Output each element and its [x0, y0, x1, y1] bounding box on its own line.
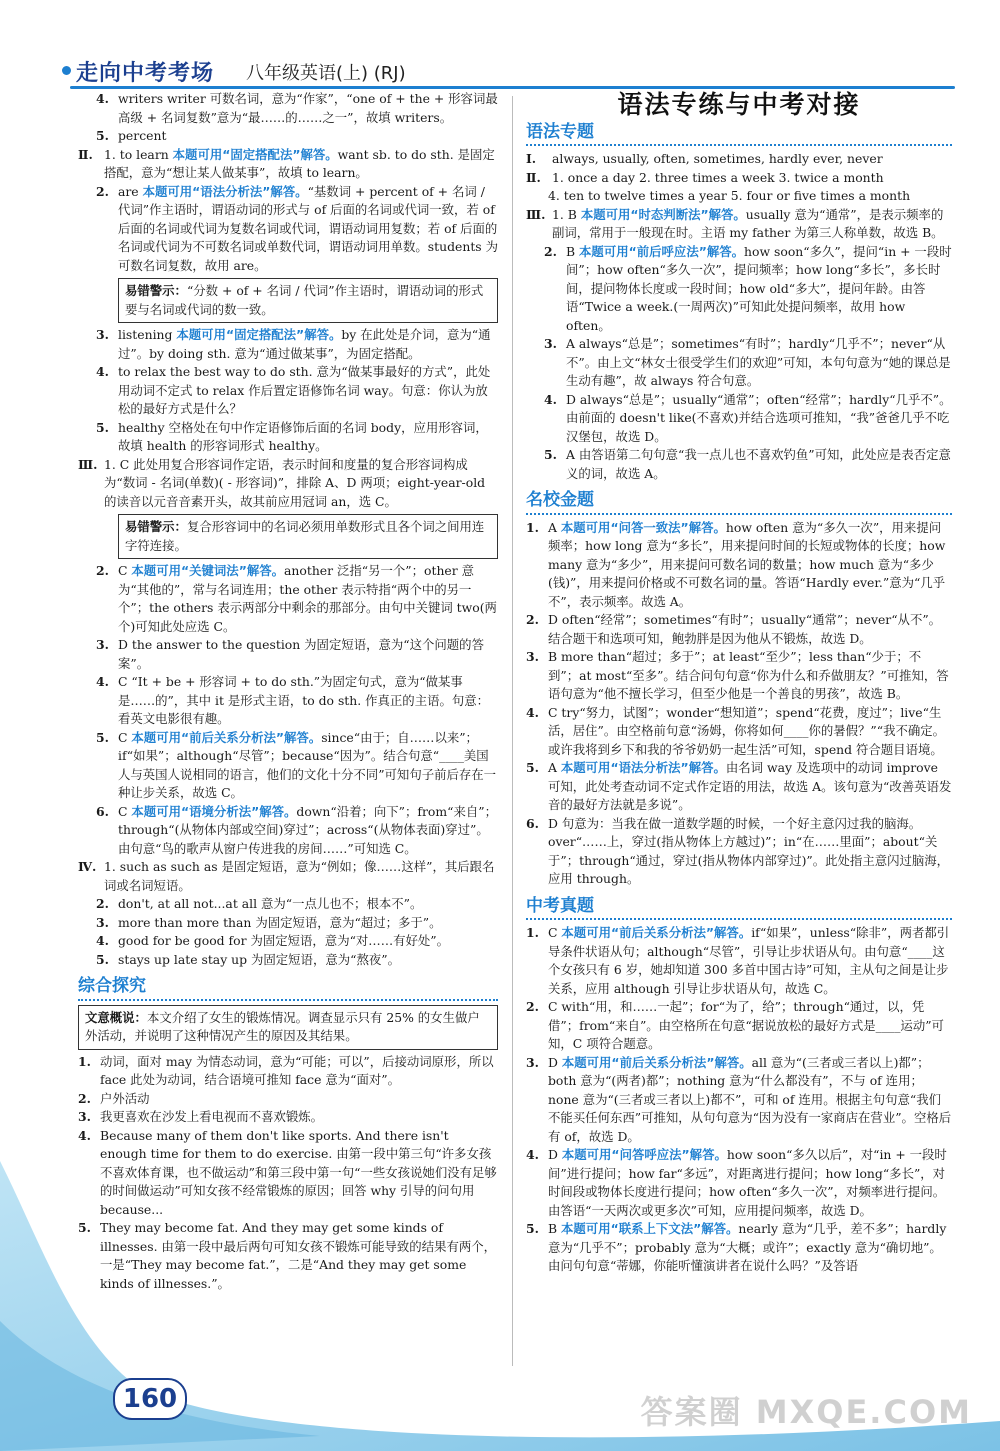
answer-item: [78, 1053, 498, 1090]
method-hint: 本题可用“前后呼应法”解答。: [579, 243, 745, 259]
answer-item: [526, 169, 952, 188]
item-number: Ⅲ.: [78, 456, 98, 472]
answer-item: [526, 759, 952, 815]
answer-item: [78, 914, 498, 933]
item-text: D: [548, 1054, 562, 1070]
answer-item: [78, 363, 498, 419]
item-text: stays up late stay up 为固定短语，意为“熬夜”。: [118, 951, 400, 967]
item-text: A 由答语第二句句意“我一点儿也不喜欢钓鱼”可知，此处应是表否定意义的词，故选 A。: [566, 447, 951, 481]
answer-item: [526, 243, 952, 336]
item-text: D: [548, 1147, 562, 1162]
item-text: always, usually, often, sometimes, hardly ever, never: [552, 151, 883, 166]
item-number: 4.: [96, 674, 109, 689]
item-text-cont: 由名词 way 及选项中的动词 improve 可知，此处考查动词不定式作定语的用法，故选 A。该句意为“改善英语发音的最好方法就是多说”。: [548, 760, 952, 812]
answer-item: [78, 1219, 498, 1293]
item-text: good for be good for 为固定短语，意为“对……有好处”。: [118, 933, 449, 948]
item-text-cont: how often 意为“多久一次”，用来提问频率；how long 意为“多长”，用来提问时间的长短或物体的长度；how many 意为“多少”，用来提问可数名词的数量；how much 意为“多少(钱)”，用来提问价格或不可数名词的量。答语“Hardly ever.”意为“几乎不”，表示频率。故选 A。: [548, 519, 946, 609]
section-heading: 中考真题: [526, 897, 952, 921]
item-number: 6.: [96, 803, 109, 819]
item-number: 1.: [526, 519, 539, 535]
item-text: C try“努力，试图”；wonder“想知道”；spend“花费，度过”；live“生活，居住”。由空格前句意“汤姆，你将如何____你的暑假？”“我不确定。或许我将到乡下和我的爷爷奶奶一起生活”可知，spend 符合题目语境。: [548, 704, 946, 757]
answer-item: [526, 1220, 952, 1276]
item-text-cont: “基数词 + percent of + 名词 / 代词”作主语时，谓语动词的形式与 of 后面的名词或代词一致，若 of 后面的名词或代词为复数名词或代词，谓语动词用复数；若 of 后面的名词或代词为不可数名词或单数代词，谓语动词用单数。students 为可数名词复数，故用 are。: [118, 183, 498, 273]
method-hint: 本题可用“语法分析法”解答。: [560, 760, 726, 775]
item-text: C: [118, 563, 132, 578]
answer-item: [78, 326, 498, 363]
item-number: 2.: [526, 612, 539, 627]
item-text-cont: if“如果”，unless“除非”，两者都引导条件状语从句；although“尽管”，引导让步状语从句。由句意“____这个女孩只有 6 岁，她却知道 300 多首中国古诗”可知，主从句之间是让步关系，应用 although 引导让步状语从句，故选 C。: [548, 925, 950, 996]
warning-box: [78, 1005, 498, 1050]
warning-label: 易错警示：: [125, 283, 187, 298]
right-column: [526, 90, 952, 1276]
answer-item: [78, 90, 498, 127]
item-number: 3.: [96, 914, 109, 930]
item-number: 2.: [96, 563, 109, 578]
answer-item: [526, 648, 952, 704]
item-text: 动词，面对 may 为情态动词，意为“可能；可以”，后接动词原形，所以 face 此处为动词，结合语境可推知 face 意为“面对”。: [100, 1053, 494, 1087]
item-number: 1.: [78, 1053, 91, 1069]
answer-item: [78, 932, 498, 951]
section-title: 语法专练与中考对接: [617, 90, 861, 119]
item-number: 4.: [96, 933, 109, 948]
item-number: 4.: [96, 91, 109, 106]
left-column: [78, 90, 498, 1293]
item-number: 2.: [78, 1090, 91, 1106]
item-text-cont: usually 意为“通常”，是表示频率的副词，常用于一般现在时。主语 my father 为第三人称单数，故选 B。: [552, 206, 944, 240]
item-number: Ⅲ.: [526, 206, 546, 222]
right-column-content: [526, 123, 952, 1276]
answer-item: [526, 187, 952, 206]
item-text: C: [118, 729, 132, 745]
answer-item: [526, 335, 952, 391]
method-hint: 本题可用“关键词法”解答。: [131, 563, 285, 578]
item-text: 1. C 此处用复合形容词作定语，表示时间和度量的复合形容词构成为“数词 - 名词(单数)( - 形容词)”，排除 A、D 两项；eight-year-old 的读音以元音音素开头，故其前应用冠词 an，选 C。: [104, 456, 486, 509]
item-text: 4. ten to twelve times a year 5. four or five times a month: [548, 188, 911, 203]
item-text-cont: how soon“多久以后”，对“in + 一段时间”进行提问；how far“多远”，对距离进行提问；how long“多长”，对时间段或物体长度进行提问；how often“多久一次”，对频率进行提问。由答语“一天两次或更多次”可知，应用提问频率，故选 D。: [548, 1147, 947, 1218]
item-text-cont: by 在此处是介词，意为“通过”。by doing sth. 意为“通过做某事”，为固定搭配。: [118, 327, 491, 361]
item-text-cont: since“由于；自……以来”；if“如果”；although“尽管”；because“因为”。结合句意“____美国人与英国人说相同的语言，他们的文化十分不同”可知句子前后存在一种让步关系，故选 C。: [118, 729, 497, 800]
item-text: B: [548, 1221, 562, 1236]
item-text: to relax the best way to do sth. 意为“做某事最好的方式”，此处用动词不定式 to relax 作后置定语修饰名词 way。句意：你认为放松的最好方式是什么？: [118, 364, 491, 416]
item-text: 1. such as such as 是固定短语，意为“例如；像……这样”，其后跟名词或名词短语。: [104, 859, 495, 893]
book-title: 走向中考考场: [76, 61, 215, 86]
item-text-cont: want sb. to do sth. 是固定搭配，意为“想让某人做某事”，故填 to learn。: [104, 146, 495, 180]
header-dot-icon: [62, 66, 71, 75]
section-heading: 综合探究: [78, 977, 498, 1001]
method-hint: 本题可用“固定搭配法”解答。: [176, 327, 342, 342]
item-text: percent: [118, 128, 167, 143]
answer-item: [526, 391, 952, 447]
watermark: 答案圈 MXQE.COM: [640, 1393, 972, 1431]
item-text: Because many of them don't like sports. And there isn't enough time for them to do exercise. 由第一段中第三句“许多女孩不喜欢体育课，也不做运动”和第三段中第一句“一些女孩说她们没有足够的时间做运动”可知女孩不经常锻炼的原因；回答 why 引导的问句用 because...: [100, 1127, 497, 1217]
item-number: 3.: [96, 327, 109, 342]
page-header: [40, 50, 975, 90]
section-heading: 语法专题: [526, 123, 952, 147]
item-number: 2.: [544, 243, 557, 259]
column-divider: [512, 96, 513, 1366]
method-hint: 本题可用“联系上下文法”解答。: [561, 1221, 739, 1236]
warning-text: 复合形容词中的名词必须用单数形式且各个词之间用连字符连接。: [125, 519, 485, 553]
answer-item: [526, 998, 952, 1054]
item-text: 户外活动: [100, 1090, 150, 1106]
answer-item: [78, 1127, 498, 1220]
item-number: 1.: [526, 925, 539, 940]
item-number: 4.: [544, 391, 557, 407]
item-text-cont: nearly 意为“几乎，差不多”；hardly 意为“几乎不”；probably 意为“大概；或许”；exactly 意为“确切地”。由问句句意“蒂娜，你能听懂演讲者在说什么吗？”及答语: [548, 1221, 947, 1273]
item-number: 3.: [526, 649, 539, 664]
answer-item: [526, 704, 952, 760]
item-text: B more than“超过；多于”；at least“至少”；less than“少于；不到”；at most“至多”。结合问句句意“你为什么和乔做朋友？”可推知，答语句意为“他不擅长学习，但至少他是一个善良的男孩”，故选 B。: [548, 649, 949, 701]
item-number: 5.: [96, 419, 109, 435]
answer-item: [78, 146, 498, 183]
answer-item: [526, 1146, 952, 1220]
answer-item: [526, 446, 952, 483]
item-number: 4.: [526, 1147, 539, 1162]
warning-label: 易错警示：: [125, 519, 187, 534]
item-number: 2.: [96, 183, 109, 199]
item-number: 3.: [78, 1109, 91, 1124]
item-text-cont: another 泛指“另一个”；other 意为“其他的”，常与名词连用；the other 表示特指“两个中的另一个”；the others 表示两部分中剩余的那部分。由句中关键词 two(两个)可知此处应选 C。: [118, 563, 497, 634]
item-text: C: [548, 925, 562, 940]
method-hint: 本题可用“固定搭配法”解答。: [172, 146, 338, 162]
answer-item: [78, 803, 498, 859]
item-number: 5.: [544, 447, 557, 462]
answer-item: [78, 1090, 498, 1109]
answer-item: [526, 150, 952, 169]
answer-item: [78, 183, 498, 276]
item-text: listening: [118, 327, 177, 342]
warning-box: [118, 278, 498, 323]
method-hint: 本题可用“时态判断法”解答。: [580, 206, 746, 222]
item-text: They may become fat. And they may get some kinds of illnesses. 由第一段中最后两句可知女孩不锻炼可能导致的结果有两个，一是“They may become fat.”，二是“And they may get some kinds of illnesses.”。: [100, 1220, 497, 1291]
item-number: 5.: [526, 1221, 539, 1236]
item-number: 4.: [526, 704, 539, 720]
answer-item: [78, 673, 498, 729]
item-text: are: [118, 183, 143, 199]
item-number: 2.: [96, 896, 109, 911]
item-text: C with“用，和……一起”；for“为了，给”；through“通过，以，凭借”；from“来自”。由空格所在句意“据说放松的最好方式是____运动”可知，C 项符合题意。: [548, 999, 944, 1051]
method-hint: 本题可用“问答呼应法”解答。: [561, 1147, 727, 1162]
item-text: A always“总是”；sometimes“有时”；hardly“几乎不”；never“从不”。由上文“林女士很受学生们的欢迎”可知，本句句意为“她的课总是生动有趣”，故 always 符合句意。: [566, 336, 951, 388]
item-number: 5.: [96, 729, 109, 745]
item-number: Ⅱ.: [78, 146, 93, 162]
item-number: 5.: [526, 760, 539, 775]
item-text: D often“经常”；sometimes“有时”；usually“通常”；never“从不”。结合题干和选项可知，鲍勃胖是因为他从不锻炼，故选 D。: [548, 612, 942, 646]
item-text: 1. once a day 2. three times a week 3. twice a month: [552, 169, 884, 185]
answer-item: [78, 562, 498, 636]
item-text: writers writer 可数名词，意为“作家”，“one of + the + 形容词最高级 + 名词复数”意为“最……的……之一”，故填 writers。: [118, 91, 498, 125]
item-number: 5.: [78, 1220, 91, 1235]
answer-item: [526, 611, 952, 648]
method-hint: 本题可用“问答一致法”解答。: [560, 519, 726, 535]
warning-text: 本文介绍了女生的锻炼情况。调查显示只有 25% 的女生做户外活动，并说明了这种情况产生的原因及其结果。: [85, 1009, 480, 1043]
item-text: 1. B: [552, 206, 581, 222]
item-text: D 句意为：当我在做一道数学题的时候，一个好主意闪过我的脑海。over“……上，穿过(指从物体上方越过)”；in“在……里面”；about“关于”；through“通过，穿过(指从物体内部穿过)”。此处指主意闪过脑海，应用 through。: [548, 815, 950, 886]
book-subtitle: 八年级英语(上) (RJ): [246, 63, 406, 84]
item-text: healthy 空格处在句中作定语修饰后面的名词 body，应用形容词，故填 health 的形容词形式 healthy。: [118, 419, 488, 453]
item-text: A: [548, 760, 561, 775]
item-text: 我更喜欢在沙发上看电视而不喜欢锻炼。: [100, 1109, 324, 1124]
item-number: 4.: [78, 1127, 91, 1143]
warning-text: “分数 + of + 名词 / 代词”作主语时，谓语动词的形式要与名词或代词的数一致。: [125, 283, 484, 317]
page-number: 160: [113, 1378, 187, 1420]
answer-item: [526, 1054, 952, 1147]
answer-item: [526, 815, 952, 889]
item-text: don't, at all not...at all 意为“一点儿也不；根本不”。: [118, 896, 423, 911]
item-number: 3.: [544, 336, 557, 351]
item-number: 4.: [96, 364, 109, 379]
answer-item: [78, 456, 498, 512]
method-hint: 本题可用“前后关系分析法”解答。: [561, 925, 752, 940]
method-hint: 本题可用“前后关系分析法”解答。: [131, 729, 322, 745]
answer-item: [78, 636, 498, 673]
item-text: C “It + be + 形容词 + to do sth.”为固定句式，意为“做某事是……的”，其中 it 是形式主语，to do sth. 作真正的主语。句意：看英文电影很有趣。: [118, 674, 490, 726]
answer-item: [78, 419, 498, 456]
item-number: Ⅱ.: [526, 169, 541, 185]
item-number: 6.: [526, 815, 539, 831]
item-text-cont: down“沿着；向下”；from“来自”；through“(从物体内部或空间)穿过”；across“(从物体表面)穿过”。由句意“鸟的歌声从窗户传进我的房间……”可知选 C。: [118, 803, 497, 856]
item-number: 5.: [96, 951, 109, 967]
item-number: 2.: [526, 999, 539, 1014]
item-text-cont: all 意为“(三者或三者以上)都”；both 意为“(两者)都”；nothing 意为“什么都没有”，不与 of 连用；none 意为“(三者或三者以上)都不”，可和 of 连用。根据主句句意“我们不能买任何东西”可推知，从句句意为“因为没有一家商店在营业”。空格后有 of，故选 D。: [548, 1054, 952, 1144]
answer-item: [526, 519, 952, 612]
item-text: A: [548, 519, 561, 535]
item-text: C: [118, 803, 132, 819]
method-hint: 本题可用“前后关系分析法”解答。: [561, 1054, 752, 1070]
item-text-cont: how soon“多久”，提问“in + 一段时间”；how often“多久一次”，提问频率；how long“多长”，多长时间，提问物体长度或一段时间；how old“多大”，提问年龄。由答语“Twice a week.(一周两次)”可知此处提问频率，故用 how often。: [566, 243, 952, 333]
answer-item: [78, 895, 498, 914]
warning-label: 文意概说：: [85, 1009, 147, 1025]
answer-item: [78, 858, 498, 895]
item-text: B: [566, 243, 580, 259]
item-number: 5.: [96, 128, 109, 143]
item-number: 3.: [526, 1054, 539, 1070]
answer-item: [78, 127, 498, 146]
warning-box: [118, 514, 498, 559]
item-text: 1. to learn: [104, 146, 173, 162]
answer-item: [78, 951, 498, 970]
item-number: Ⅰ.: [526, 151, 537, 166]
section-heading: 名校金题: [526, 491, 952, 515]
method-hint: 本题可用“语法分析法”解答。: [142, 183, 308, 199]
header-rule: [70, 86, 955, 89]
item-text: D the answer to the question 为固定短语，意为“这个问题的答案”。: [118, 637, 484, 671]
answer-item: [78, 1108, 498, 1127]
item-number: 3.: [96, 637, 109, 652]
method-hint: 本题可用“语境分析法”解答。: [131, 803, 297, 819]
answer-item: [78, 729, 498, 803]
item-text: D always“总是”；usually“通常”；often“经常”；hardly“几乎不”。由前面的 doesn't like(不喜欢)并结合选项可推知，“我”爸爸几乎不吃汉堡包，故选 D。: [566, 391, 952, 444]
answer-item: [526, 206, 952, 243]
item-text: more than more than 为固定短语，意为“超过；多于”。: [118, 914, 442, 930]
item-number: Ⅳ.: [78, 859, 97, 874]
answer-item: [526, 924, 952, 998]
